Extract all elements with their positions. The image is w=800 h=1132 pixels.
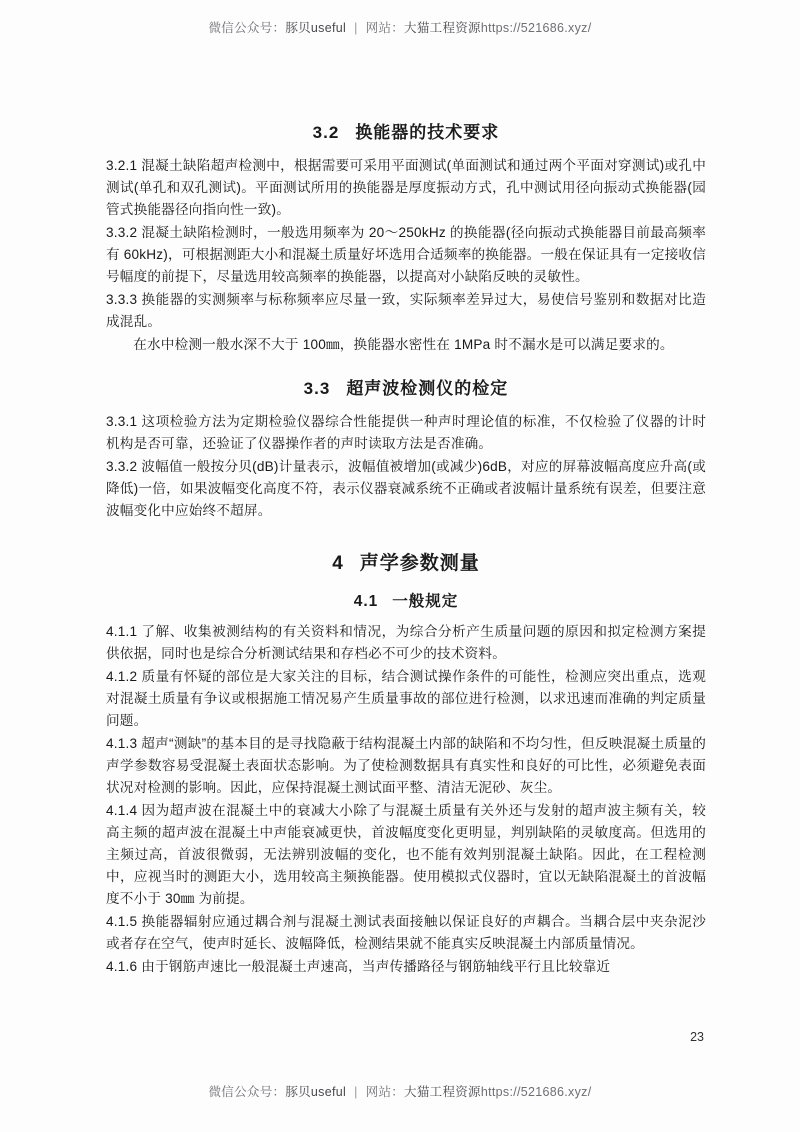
heading-chapter-4 (106, 548, 706, 575)
paragraph-3-3-2-a: 3.3.2 混凝土缺陷检测时，一般选用频率为 20～250kHz 的换能器(径向振动式换能器目前最高频率有 60kHz)，可根据测距大小和混凝土质量好坏选用合适频率的换能器。一般在保证具有一定接收信号幅度的前提下，尽量选用较高频率的换能器，以提高对小缺陷反映的灵敏性。 (106, 225, 706, 285)
watermark-separator-bottom: | (354, 1085, 358, 1099)
watermark-account-label: 微信公众号： (208, 21, 286, 35)
paragraph-4-1-1: 4.1.1 了解、收集被测结构的有关资料和情况，为综合分析产生质量问题的原因和拟定检测方案提供依据，同时也是综合分析测试结果和存档必不可少的技术资料。 (106, 624, 706, 662)
watermark-url: https://521686.xyz/ (480, 21, 592, 35)
watermark-site-label-bottom: 网站： (365, 1085, 405, 1099)
heading-3-3-number: 3.3 (303, 379, 331, 399)
heading-4-1-text: 一般规定 (392, 593, 459, 611)
paragraph-4-1-4: 4.1.4 因为超声波在混凝土中的衰减大小除了与混凝土质量有关外还与发射的超声波主频有关，较高主频的超声波在混凝土中声能衰减更快，首波幅度变化更明显，判别缺陷的灵敏度高。但选用的主频过高，首波很微弱，无法辨别波幅的变化，也不能有效判别混凝土缺陷。因此，在工程检测中，应视当时的测距大小，选用较高主频换能器。使用模拟式仪器时，宜以无缺陷混凝土的首波幅度不小于 30㎜ 为前提。 (106, 803, 706, 907)
paragraph-3-2-1: 3.2.1 混凝土缺陷超声检测中，根据需要可采用平面测试(单面测试和通过两个平面对穿测试)或孔中测试(单孔和双孔测试)。平面测试所用的换能器是厚度振动方式，孔中测试用径向振动式换能器(园管式换能器径向指向性一致)。 (106, 158, 706, 218)
page-number: 23 (690, 1030, 704, 1044)
heading-4-1-number: 4.1 (353, 593, 379, 611)
watermark-url-bottom: https://521686.xyz/ (480, 1085, 592, 1099)
paragraph-3-3-3: 3.3.3 换能器的实测频率与标称频率应尽量一致，实际频率差异过大，易使信号鉴别和数据对比造成混乱。 (106, 292, 706, 330)
watermark-bottom (0, 1082, 800, 1100)
watermark-account-name-bottom: 豚贝useful (285, 1085, 347, 1099)
heading-3-2-number: 3.2 (312, 123, 340, 142)
paragraph-4-1-2: 4.1.2 质量有怀疑的部位是大家关注的目标，结合测试操作条件的可能性，检测应突出重点，选观对混凝土质量有争议或根据施工情况易产生质量事故的部位进行检测，以求迅速而准确的判定质量问题。 (106, 669, 706, 729)
paragraph-water-depth: 在水中检测一般水深不大于 100㎜，换能器水密性在 1MPa 时不漏水是可以满足要求的。 (133, 337, 674, 353)
watermark-site-name: 大猫工程资源 (404, 21, 481, 35)
watermark-account-name: 豚贝useful (285, 21, 347, 35)
paragraph-3-3-2-b: 3.3.2 波幅值一般按分贝(dB)计量表示，波幅值被增加(或减少)6dB，对应的屏幕波幅高度应升高(或降低)一倍，如果波幅变化高度不符，表示仪器衰减系统不正确或者波幅计量系统有误差，但要注意波幅变化中应始终不超屏。 (106, 459, 706, 519)
paragraph-4-1-5: 4.1.5 换能器辐射应通过耦合剂与混凝土测试表面接触以保证良好的声耦合。当耦合层中夹杂泥沙或者存在空气，使声时延长、波幅降低，检测结果就不能真实反映混凝土内部质量情况。 (106, 914, 706, 952)
heading-3-2 (106, 118, 706, 143)
watermark-site-name-bottom: 大猫工程资源 (404, 1085, 481, 1099)
heading-3-3-text: 超声波检测仪的检定 (346, 379, 509, 399)
paragraph-3-3-1: 3.3.1 这项检验方法为定期检验仪器综合性能提供一种声时理论值的标准，不仅检验了仪器的计时机构是否可靠，还验证了仪器操作者的声时读取方法是否准确。 (106, 414, 706, 452)
heading-chapter-4-text: 声学参数测量 (359, 553, 480, 575)
heading-chapter-4-number: 4 (332, 553, 344, 575)
heading-3-3 (106, 374, 706, 399)
paragraph-4-1-6: 4.1.6 由于钢筋声速比一般混凝土声速高，当声传播路径与钢筋轴线平行且比较靠近 (106, 959, 611, 975)
watermark-site-label: 网站： (365, 21, 405, 35)
watermark-separator: | (354, 21, 358, 35)
watermark-top (0, 18, 800, 36)
watermark-account-label-bottom: 微信公众号： (208, 1085, 286, 1099)
paragraph-4-1-3: 4.1.3 超声“测缺”的基本目的是寻找隐蔽于结构混凝土内部的缺陷和不均匀性，但反映混凝土质量的声学参数容易受混凝土表面状态影响。为了使检测数据具有真实性和良好的可比性，必须避免表面状况对检测的影响。因此，应保持混凝土测试面平整、清洁无泥砂、灰尘。 (106, 736, 706, 796)
document-body (106, 100, 706, 979)
heading-4-1 (106, 589, 706, 611)
heading-3-2-text: 换能器的技术要求 (355, 123, 500, 142)
